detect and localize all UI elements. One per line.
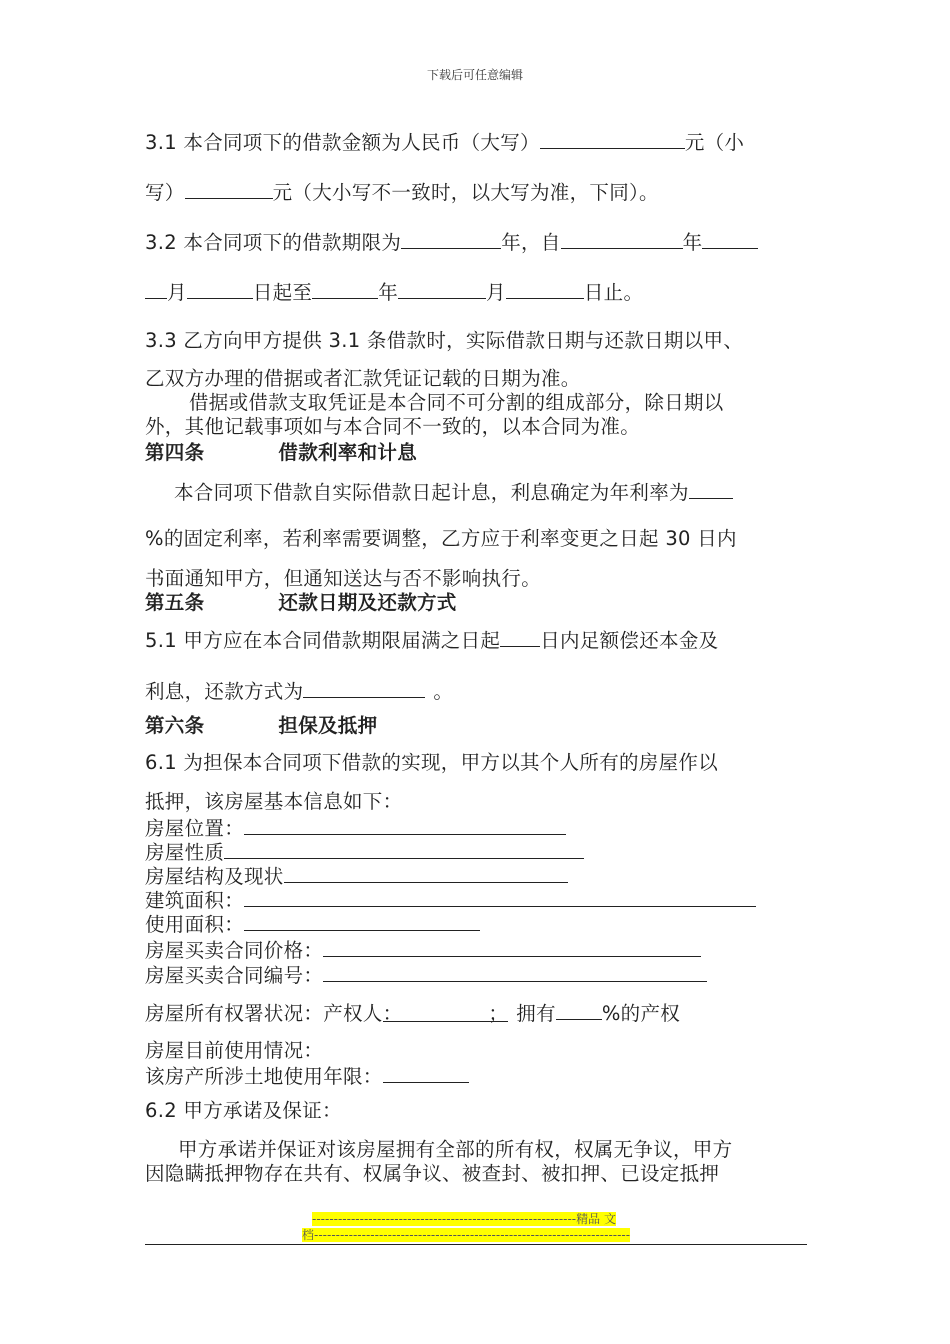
clause-text: 日内足额偿还本金及: [540, 629, 719, 652]
land-use-years-blank[interactable]: [383, 1062, 469, 1083]
contract-number-blank[interactable]: [323, 961, 707, 982]
footer-line2: [302, 1227, 662, 1243]
clause-3-3-line2: 乙双方办理的借据或者汇款凭证记载的日期为准。: [145, 367, 581, 390]
field-label: 建筑面积：: [145, 889, 245, 912]
start-month-blank[interactable]: [702, 228, 758, 249]
article-6-heading: [145, 713, 810, 739]
clause-text: 5.1 甲方应在本合同借款期限届满之日起: [145, 629, 501, 652]
clause-6-1-line2: 抵押，该房屋基本信息如下：: [145, 790, 403, 813]
clause-3-3-line4: 外，其他记载事项如与本合同不一致的，以本合同为准。: [145, 415, 641, 438]
field-label: %的产权: [601, 1002, 681, 1025]
article-4-line2: %的固定利率，若利率需要调整，乙方应于利率变更之日起 30 日内: [145, 527, 737, 550]
footer-line1: [312, 1211, 672, 1227]
contract-number-row: [145, 961, 810, 989]
clause-text: 。: [433, 680, 454, 703]
clause-text: 月: [486, 281, 506, 304]
footer-rule: [145, 1244, 807, 1245]
start-day-blank[interactable]: [187, 278, 253, 299]
clause-6-2-line2: 因隐瞒抵押物存在共有、权属争议、被查封、被扣押、已设定抵押: [145, 1162, 720, 1185]
contract-price-blank[interactable]: [323, 936, 701, 957]
field-label: 拥有: [516, 1002, 556, 1025]
article-4-line1: [174, 478, 839, 506]
clause-3-3-line1: 3.3 乙方向甲方提供 3.1 条借款时，实际借款日期与还款日期以甲、: [145, 329, 744, 352]
owner-name-blank[interactable]: [382, 1001, 509, 1025]
clause-text: 元（小: [684, 131, 745, 154]
end-day-blank[interactable]: [506, 278, 584, 299]
land-use-years-row: [145, 1062, 810, 1090]
clause-5-1-line1: [145, 626, 810, 654]
house-structure-blank[interactable]: [284, 862, 568, 883]
ownership-row: [145, 999, 810, 1027]
semicolon-text: ；: [488, 1002, 509, 1025]
article-5-heading: [145, 590, 810, 616]
article-number: 第六条: [145, 714, 205, 737]
contract-price-row: [145, 936, 810, 964]
usable-area-row: [145, 910, 810, 938]
clause-text: 利息，还款方式为: [145, 680, 304, 703]
article-4-heading: [145, 440, 810, 466]
article-number: 第五条: [145, 591, 205, 614]
field-label: 房屋位置：: [145, 817, 245, 840]
article-title: 还款日期及还款方式: [278, 591, 457, 614]
field-label: 房屋性质: [145, 841, 225, 864]
clause-5-1-line2: [145, 677, 810, 705]
article-4-line3: 书面通知甲方，但通知送达与否不影响执行。: [145, 567, 542, 590]
clause-3-1-line2: [145, 178, 810, 206]
house-location-blank[interactable]: [244, 814, 566, 835]
field-label: 房屋买卖合同价格：: [145, 939, 324, 962]
start-year-blank[interactable]: [561, 228, 683, 249]
house-nature-blank[interactable]: [224, 838, 584, 859]
end-month-blank[interactable]: [398, 278, 486, 299]
footer-highlight: 档-------------------------------------------------------------------------: [302, 1228, 631, 1242]
clause-3-1-line1: [145, 128, 810, 156]
article-title: 借款利率和计息: [278, 441, 418, 464]
clause-3-2-line1: [145, 228, 810, 256]
amount-lowercase-blank[interactable]: [185, 178, 273, 199]
page-header: 下载后可任意编辑: [426, 68, 523, 82]
field-label: 使用面积：: [145, 913, 245, 936]
clause-text: 本合同项下借款自实际借款日起计息，利息确定为年利率为: [174, 481, 689, 504]
footer-highlight: -------------------------------------------------------------精品 文: [312, 1212, 616, 1226]
clause-text: 年，自: [501, 231, 561, 254]
clause-text: 月: [167, 281, 187, 304]
clause-text: 元（大小写不一致时，以大写为准，下同）。: [272, 181, 659, 204]
repay-days-blank[interactable]: [500, 626, 540, 647]
end-year-blank[interactable]: [312, 278, 378, 299]
interest-rate-blank[interactable]: [689, 478, 733, 499]
clause-text: 3.1 本合同项下的借款金额为人民币（大写）: [145, 131, 540, 154]
clause-text: 日止。: [583, 281, 644, 304]
clause-text: 年: [378, 281, 399, 304]
clause-6-1-line1: 6.1 为担保本合同项下借款的实现，甲方以其个人所有的房屋作以: [145, 751, 719, 774]
article-title: 担保及抵押: [278, 714, 378, 737]
field-label: 该房产所涉土地使用年限：: [145, 1065, 383, 1088]
building-area-blank[interactable]: [244, 886, 756, 907]
clause-text: 写）: [145, 181, 185, 204]
field-label: 房屋买卖合同编号：: [145, 964, 324, 987]
article-number: 第四条: [145, 441, 205, 464]
field-label: 房屋所有权署状况：产权人: [145, 1002, 383, 1025]
start-month-blank-cont[interactable]: [145, 278, 167, 299]
clause-text: 3.2 本合同项下的借款期限为: [145, 231, 402, 254]
clause-6-2-heading: 6.2 甲方承诺及保证：: [145, 1099, 342, 1122]
repay-method-blank[interactable]: [303, 677, 425, 698]
colon-text: ：: [382, 1002, 403, 1025]
term-years-blank[interactable]: [401, 228, 501, 249]
clause-text: 日起至: [252, 281, 313, 304]
clause-3-3-line3: 借据或借款支取凭证是本合同不可分割的组成部分，除日期以: [189, 391, 724, 414]
current-use-row: 房屋目前使用情况：: [145, 1039, 324, 1062]
clause-6-2-line1: 甲方承诺并保证对该房屋拥有全部的所有权，权属无争议，甲方: [178, 1138, 733, 1161]
field-label: 房屋结构及现状: [145, 865, 284, 888]
ownership-percent-blank[interactable]: [556, 999, 602, 1020]
clause-3-2-line2: [145, 278, 810, 306]
amount-uppercase-blank[interactable]: [540, 128, 685, 149]
usable-area-blank[interactable]: [244, 910, 480, 931]
clause-text: 年: [682, 231, 703, 254]
